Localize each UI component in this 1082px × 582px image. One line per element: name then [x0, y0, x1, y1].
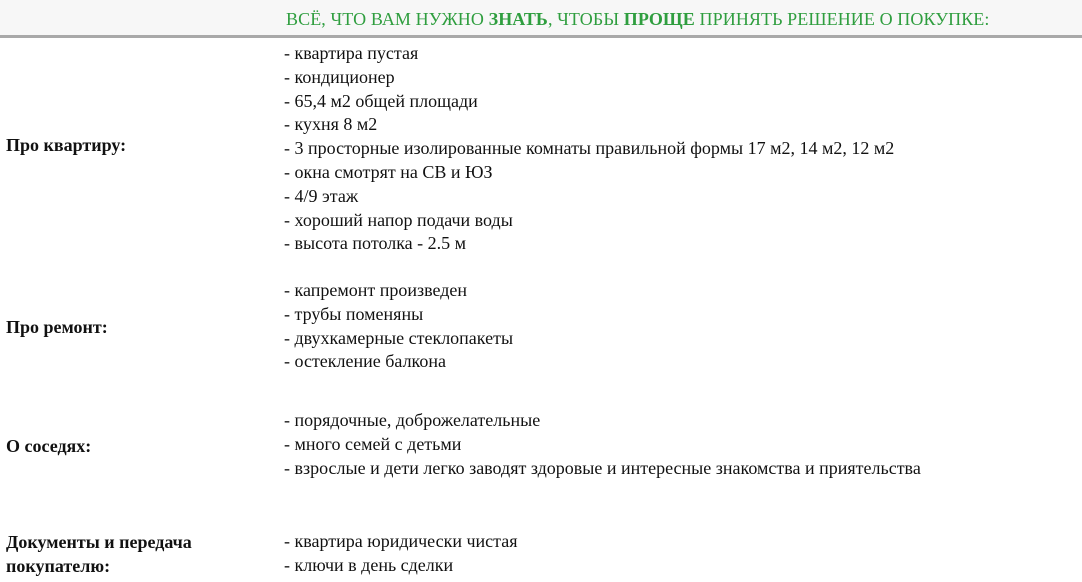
list-item: - высота потолка - 2.5 м	[284, 232, 894, 256]
list-item: - 4/9 этаж	[284, 185, 894, 209]
list-item: - трубы поменяны	[284, 303, 513, 327]
section-label-documents-line2: покупателю:	[6, 556, 111, 576]
renovation-list	[284, 279, 513, 374]
list-item: - капремонт произведен	[284, 279, 513, 303]
documents-list	[284, 530, 518, 578]
list-item: - кухня 8 м2	[284, 113, 894, 137]
header-banner	[0, 0, 1082, 38]
section-label-apartment: Про квартиру:	[6, 135, 127, 155]
list-item: - окна смотрят на СВ и ЮЗ	[284, 161, 894, 185]
list-item: - 3 просторные изолированные комнаты правильной формы 17 м2, 14 м2, 12 м2	[284, 137, 894, 161]
list-item: - двухкамерные стеклопакеты	[284, 327, 513, 351]
section-label-documents-line1: Документы и передача	[6, 532, 192, 552]
list-item: - взрослые и дети легко заводят здоровые и интересные знакомства и приятельства	[284, 457, 921, 481]
list-item: - кондиционер	[284, 66, 894, 90]
apartment-features-list	[284, 42, 894, 256]
section-label-documents	[6, 530, 192, 578]
list-item: - квартира юридически чистая	[284, 530, 518, 554]
section-label-renovation: Про ремонт:	[6, 317, 108, 337]
list-item: - квартира пустая	[284, 42, 894, 66]
neighbors-list	[284, 409, 921, 480]
list-item: - ключи в день сделки	[284, 554, 518, 578]
section-label-neighbors: О соседях:	[6, 436, 92, 456]
list-item: - много семей с детьми	[284, 433, 921, 457]
list-item: - остекление балкона	[284, 350, 513, 374]
list-item: - порядочные, доброжелательные	[284, 409, 921, 433]
list-item: - 65,4 м2 общей площади	[284, 90, 894, 114]
header-title: ВСЁ, ЧТО ВАМ НУЖНО ЗНАТЬ, ЧТОБЫ ПРОЩЕ ПРИНЯТЬ РЕШЕНИЕ О ПОКУПКЕ:	[286, 9, 990, 29]
list-item: - хороший напор подачи воды	[284, 209, 894, 233]
